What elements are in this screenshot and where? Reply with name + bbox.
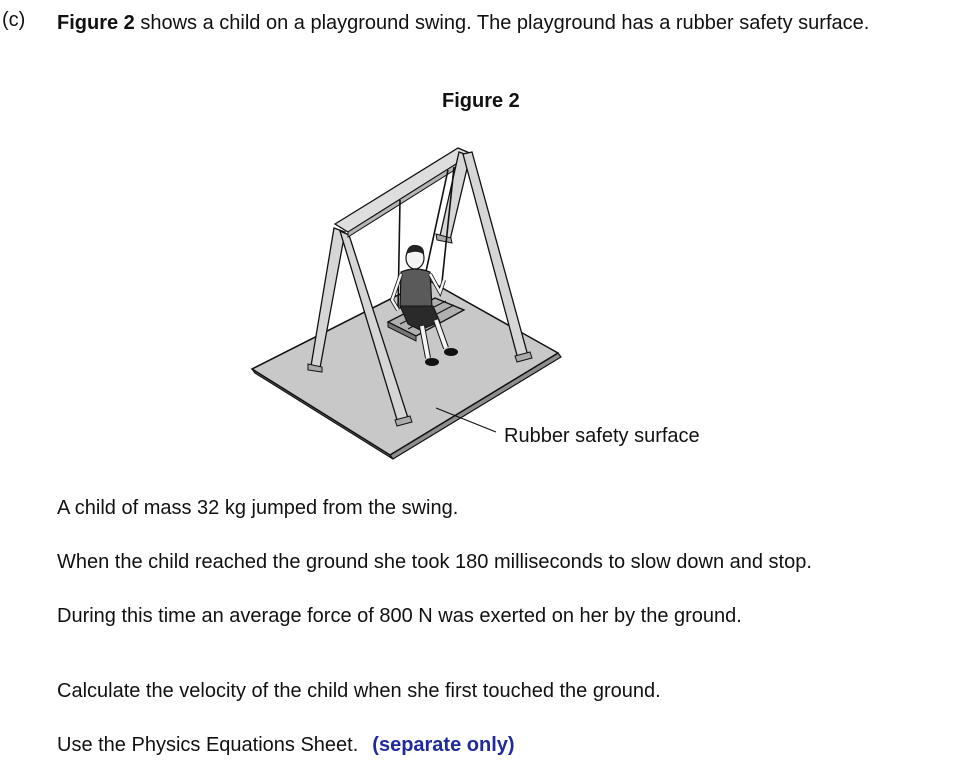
separate-only-tag: (separate only) [372,734,515,756]
equations-sheet-text: Use the Physics Equations Sheet. [57,734,359,756]
paragraph-task: Calculate the velocity of the child when she first touched the ground. [57,680,661,702]
paragraph-force: During this time an average force of 800 N was exerted on her by the ground. [57,605,742,627]
rubber-surface-label: Rubber safety surface [504,425,700,447]
swing-figure [250,140,730,460]
figure-title: Figure 2 [442,90,520,112]
paragraph-equations-sheet [57,734,515,757]
intro-figure-ref: Figure 2 [57,12,135,34]
question-label: (c) [2,9,26,31]
paragraph-mass: A child of mass 32 kg jumped from the swing. [57,497,459,519]
paragraph-stop-time: When the child reached the ground she took 180 milliseconds to slow down and stop. [57,551,812,573]
intro-text: shows a child on a playground swing. The playground has a rubber safety surface. [134,12,870,34]
question-intro [57,9,937,37]
